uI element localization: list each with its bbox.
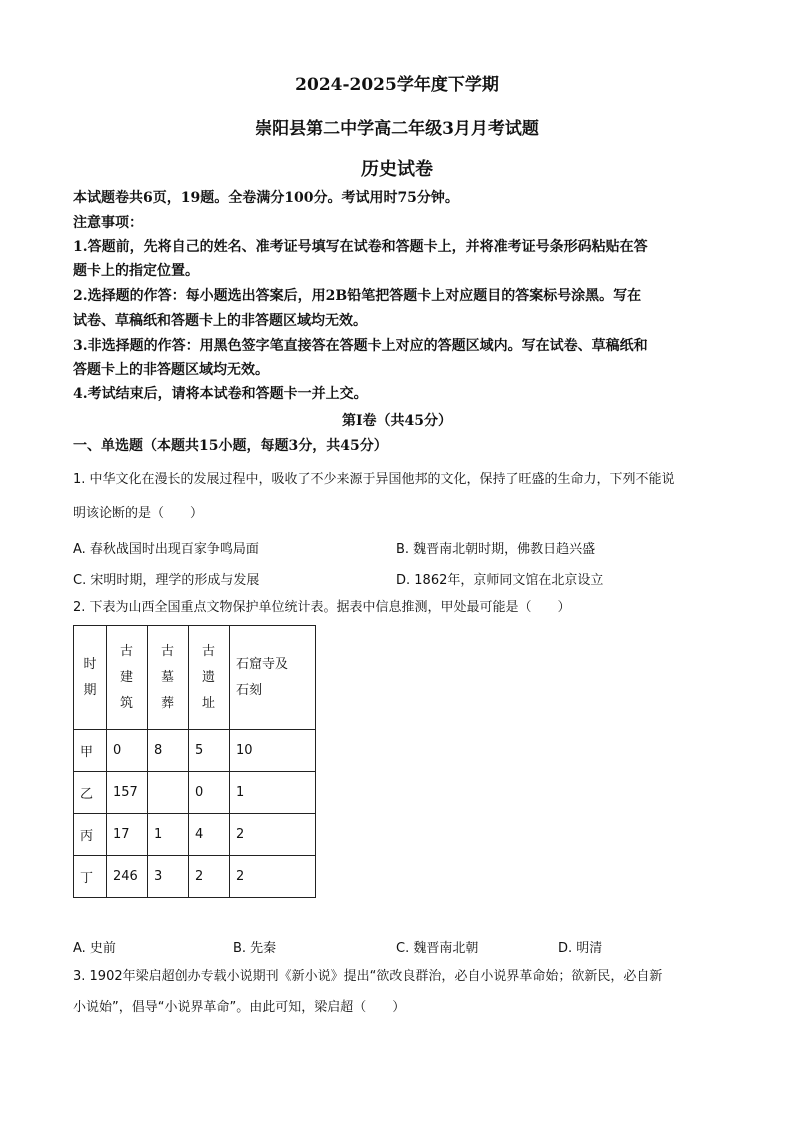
exam-title: 崇阳县第二中学高二年级3月月考试题 [255, 119, 539, 139]
question-3-line-1: 3. 1902年梁启超创办专载小说期刊《新小说》提出“欲改良群治，必自小说界革命始；欲新民，必自新 [73, 969, 663, 984]
header-ancient-buildings [107, 626, 148, 730]
question-3-line-2: 小说始”，倡导“小说界革命”。由此可知，梁启超（ ） [73, 1000, 406, 1015]
q2-option-a: A. 史前 [73, 941, 116, 956]
header-ancient-tombs [148, 626, 189, 730]
row-1-buildings: 0 [107, 730, 148, 772]
question-1-line-2: 明该论断的是（ ） [73, 506, 204, 521]
row-1-sites: 5 [189, 730, 230, 772]
table-header-row [74, 626, 316, 730]
header-ancient-buildings-label: 古建筑 [120, 643, 134, 711]
header-ancient-sites-label: 古遗址 [202, 643, 216, 711]
question-2-stem: 2. 下表为山西全国重点文物保护单位统计表。据表中信息推测，甲处最可能是（ ） [73, 600, 571, 615]
table-row [74, 730, 316, 772]
row-2-grottoes: 1 [230, 772, 316, 814]
row-4-sites: 2 [189, 856, 230, 898]
note-2-line-2: 试卷、草稿纸和答题卡上的非答题区域均无效。 [73, 313, 367, 329]
part-title: 一、单选题（本题共15小题，每题3分，共45分） [73, 438, 388, 454]
q1-option-d: D. 1862年，京师同文馆在北京设立 [396, 573, 604, 588]
relics-stats-table [73, 625, 316, 898]
row-4-grottoes: 2 [230, 856, 316, 898]
note-1-line-1: 1.答题前，先将自己的姓名、准考证号填写在试卷和答题卡上，并将准考证号条形码粘贴在答 [73, 239, 648, 255]
table-row [74, 772, 316, 814]
note-2-line-1: 2.选择题的作答：每小题选出答案后，用2B铅笔把答题卡上对应题目的答案标号涂黑。写在 [73, 288, 642, 304]
row-3-grottoes: 2 [230, 814, 316, 856]
note-3-line-2: 答题卡上的非答题区域均无效。 [73, 362, 269, 378]
row-4-buildings: 246 [107, 856, 148, 898]
section-title: 第Ⅰ卷（共45分） [341, 413, 453, 429]
row-3-tombs: 1 [148, 814, 189, 856]
row-1-grottoes: 10 [230, 730, 316, 772]
school-year-title: 2024-2025学年度下学期 [295, 75, 499, 95]
note-1-line-2: 题卡上的指定位置。 [73, 263, 199, 279]
note-4: 4.考试结束后，请将本试卷和答题卡一并上交。 [73, 386, 368, 402]
header-ancient-sites [189, 626, 230, 730]
header-period-label: 时期 [83, 656, 97, 698]
note-3-line-1: 3.非选择题的作答：用黑色签字笔直接答在答题卡上对应的答题区域内。写在试卷、草稿纸和 [73, 338, 648, 354]
table-row [74, 814, 316, 856]
header-grottoes-label: 石窟寺及石刻 [236, 656, 289, 698]
question-1-line-1: 1. 中华文化在漫长的发展过程中，吸收了不少来源于异国他邦的文化，保持了旺盛的生命力，下列不能说 [73, 472, 675, 487]
row-3-period: 丙 [74, 814, 107, 856]
q1-option-c: C. 宋明时期，理学的形成与发展 [73, 573, 260, 588]
row-3-sites: 4 [189, 814, 230, 856]
q1-option-b: B. 魏晋南北朝时期，佛教日趋兴盛 [396, 542, 596, 557]
q2-option-b: B. 先秦 [233, 941, 277, 956]
row-1-period: 甲 [74, 730, 107, 772]
header-grottoes [230, 626, 316, 730]
exam-summary: 本试题卷共6页，19题。全卷满分100分。考试用时75分钟。 [73, 190, 459, 206]
notes-title: 注意事项： [73, 215, 143, 231]
row-1-tombs: 8 [148, 730, 189, 772]
q1-option-a: A. 春秋战国时出现百家争鸣局面 [73, 542, 259, 557]
row-2-period: 乙 [74, 772, 107, 814]
table-row [74, 856, 316, 898]
row-2-buildings: 157 [107, 772, 148, 814]
row-3-buildings: 17 [107, 814, 148, 856]
row-2-sites: 0 [189, 772, 230, 814]
row-4-tombs: 3 [148, 856, 189, 898]
header-ancient-tombs-label: 古墓葬 [161, 643, 175, 711]
row-4-period: 丁 [74, 856, 107, 898]
row-2-tombs [148, 772, 189, 814]
header-period [74, 626, 107, 730]
subject-title: 历史试卷 [361, 159, 433, 180]
q2-option-d: D. 明清 [558, 941, 603, 956]
q2-option-c: C. 魏晋南北朝 [396, 941, 479, 956]
